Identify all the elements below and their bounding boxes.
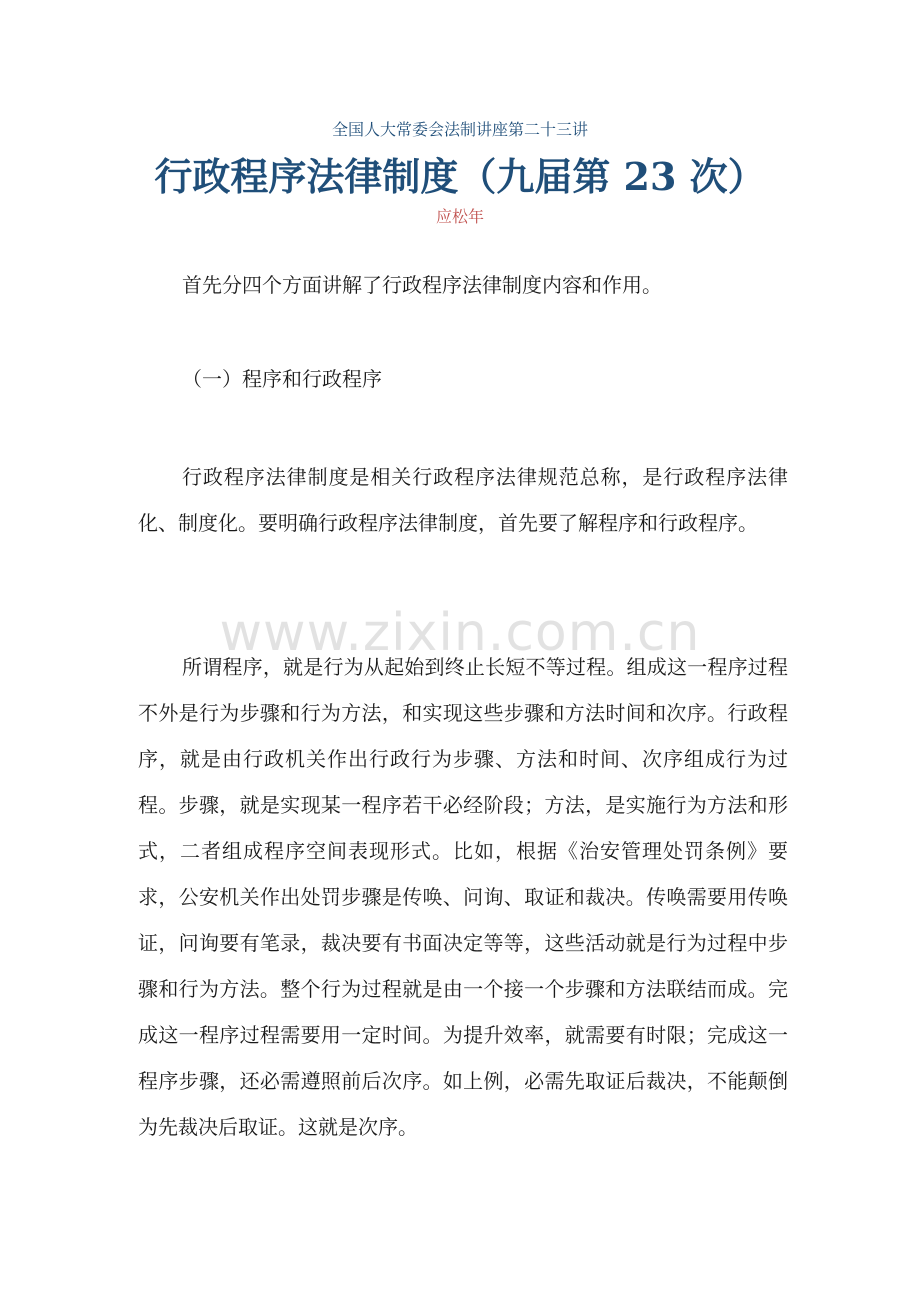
section-heading: （一）程序和行政程序 [182,367,382,391]
definition-paragraph: 行政程序法律制度是相关行政程序法律规范总称，是行政程序法律化、制度化。要明确行政程序法律制度，首先要了解程序和行政程序。 [138,465,788,535]
intro-paragraph: 首先分四个方面讲解了行政程序法律制度内容和作用。 [182,273,662,297]
watermark: www.zixin.com.cn [219,603,701,663]
series-line: 全国人大常委会法制讲座第二十三讲 [331,120,588,139]
page-title: 行政程序法律制度（九届第 23 次） [154,154,766,199]
body-paragraph: 所谓程序，就是行为从起始到终止长短不等过程。组成这一程序过程不外是行为步骤和行为方法，和实现这些步骤和方法时间和次序。行政程序，就是由行政机关作出行政行为步骤、方法和时间、次序组成行为过程。步骤，就是实现某一程序若干必经阶段；方法，是实施行为方法和形式，二者组成程序空间表现形式。比如，根据《治安管理处罚条例》要求，公安机关作出处罚步骤是传唤、问询、取证和裁决。传唤需要用传唤证，问询要有笔录，裁决要有书面决定等等，这些活动就是行为过程中步骤和行为方法。整个行为过程就是由一个接一个步骤和方法联结而成。完成这一程序过程需要用一定时间。为提升效率，就需要有时限；完成这一程序步骤，还必需遵照前后次序。如上例，必需先取证后裁决，不能颠倒为先裁决后取证。这就是次序。 [138,655,788,1139]
author-name: 应松年 [435,207,484,226]
